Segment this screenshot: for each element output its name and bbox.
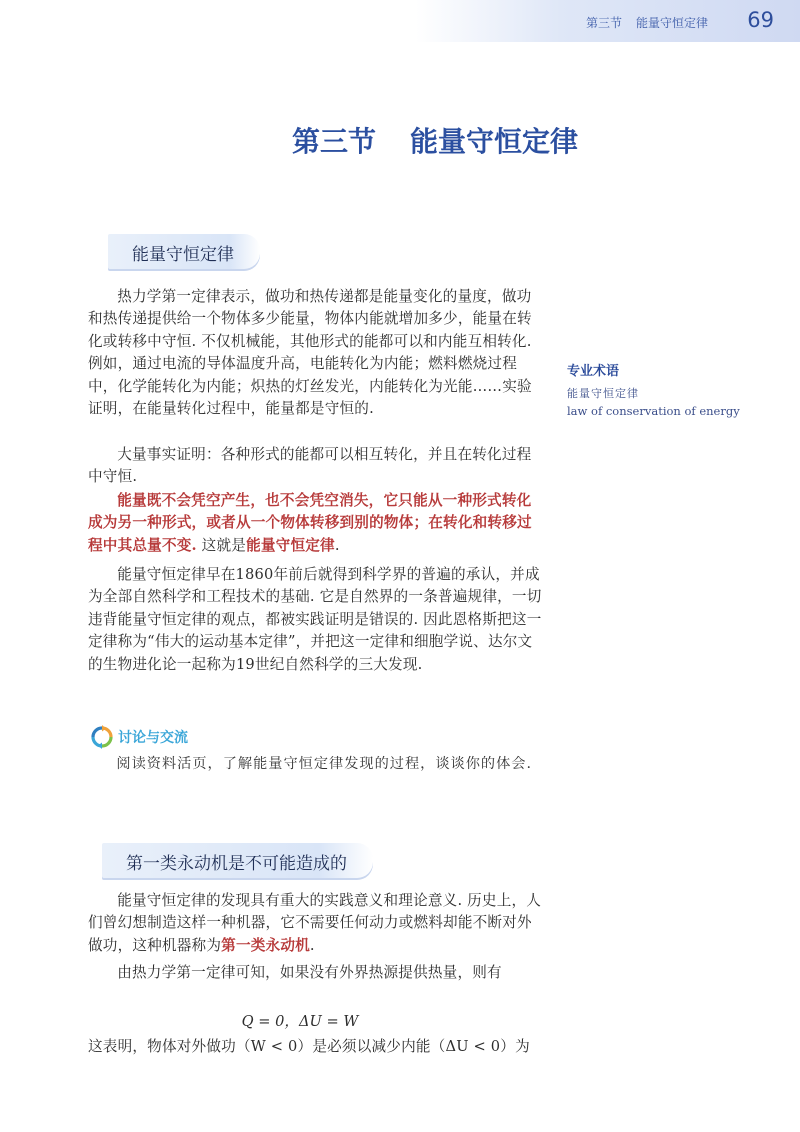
paragraph-intro: 热力学第一定律表示，做功和热传递都是能量变化的量度，做功和热传递提供给一个物体多少能量，物体内能就增加多少，能量在转化或转移中守恒. 不仅机械能，其他形式的能都可以和内能互相转化. 例如，通过电流的导体温度升高，电能转化为内能；燃料燃烧过程中，化学能转化为内能；炽热的灯丝发光，内能转化为光能……实验证明，在能量转化过程中，能量都是守恒的.	[88, 288, 532, 418]
glossary-term-chinese: 能量守恒定律	[567, 387, 639, 400]
perpetual-motion-term: 第一类永动机	[221, 936, 310, 954]
law-statement: 能量既不会凭空产生，也不会凭空消失，它只能从一种形式转化成为另一种形式，或者从一个物体转移到别的物体；在转化和转移过程中其总量不变.	[88, 492, 532, 554]
paragraph-perpetual-motion	[88, 890, 544, 957]
page-number: 69	[747, 8, 774, 32]
paragraph-law-statement	[88, 490, 544, 557]
paragraph-fact: 大量事实证明：各种形式的能都可以相互转化，并且在转化过程中守恒.	[88, 446, 532, 486]
glossary-term-english: law of conservation of energy	[567, 404, 740, 418]
formula: Q = 0，ΔU = W	[241, 1013, 359, 1030]
paragraph-history: 能量守恒定律早在1860年前后就得到科学界的普遍的承认，并成为全部自然科学和工程技术的基础. 它是自然界的一条普遍规律，一切违背能量守恒定律的观点，都被实践证明是错误的. 因此恩格斯把这一定律称为“伟大的运动基本定律”，并把这一定律和细胞学说、达尔文的生物进化论一起称为19世纪自然科学的三大发现.	[88, 566, 542, 673]
law-term: 能量守恒定律	[246, 536, 335, 554]
section-heading-perpetual-motion: 第一类永动机是不可能造成的	[102, 843, 373, 880]
discussion-text: 阅读资料活页，了解能量守恒定律发现的过程，谈谈你的体会.	[116, 756, 532, 772]
section-heading-energy-conservation: 能量守恒定律	[108, 234, 260, 271]
running-header-section: 第三节	[585, 16, 622, 30]
glossary-title: 专业术语	[567, 364, 620, 379]
perpetual-motion-text: 能量守恒定律的发现具有重大的实践意义和理论意义. 历史上，人们曾幻想制造这样一种机器，它不需要任何动力或燃料却能不断对外做功，这种机器称为	[88, 892, 542, 954]
law-statement-connector: 这就是	[196, 536, 247, 554]
glossary-sidebar	[567, 360, 767, 418]
discussion-title: 讨论与交流	[118, 730, 188, 746]
paragraph-conclusion: 这表明，物体对外做功（W < 0）是必须以减少内能（ΔU < 0）为	[88, 1038, 530, 1055]
discussion-recycle-icon	[90, 725, 114, 749]
title-section: 第三节	[291, 125, 376, 158]
running-header-title: 能量守恒定律	[635, 16, 708, 30]
running-header	[572, 14, 708, 31]
paragraph-first-law: 由热力学第一定律可知，如果没有外界热源提供热量，则有	[117, 964, 502, 981]
title-name: 能量守恒定律	[410, 125, 579, 158]
law-statement-end: .	[334, 536, 340, 554]
page-title	[0, 120, 800, 160]
perpetual-motion-end: .	[309, 936, 315, 954]
